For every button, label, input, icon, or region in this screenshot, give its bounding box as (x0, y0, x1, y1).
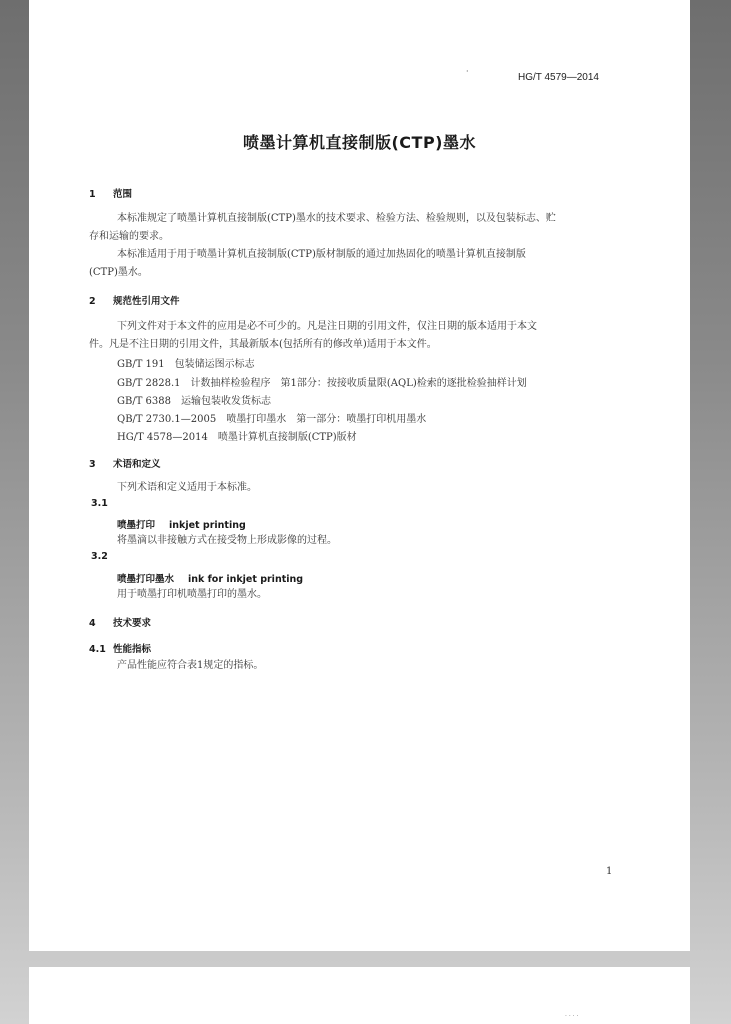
section-2-number: 2 (89, 296, 96, 307)
term-3-2-en: ink for inkjet printing (188, 574, 304, 585)
document-page (29, 0, 690, 951)
header-mark: · (466, 67, 469, 76)
term-3-2-definition: 用于喷墨打印机喷墨打印的墨水。 (117, 589, 267, 600)
term-3-2 (117, 571, 303, 585)
section-4-1-text: 产品性能应符合表1规定的指标。 (117, 660, 264, 671)
term-3-2-number: 3.2 (91, 551, 108, 562)
section-4-1-heading (89, 641, 151, 655)
section-1-para2-line1: 本标准适用于用于喷墨计算机直接制版(CTP)版材制版的通过加热固化的喷墨计算机直接制版 (117, 249, 526, 260)
section-2-para-line2: 件。凡是不注日期的引用文件，其最新版本(包括所有的修改单)适用于本文件。 (89, 339, 437, 350)
section-3-heading (89, 456, 161, 470)
section-2-heading (89, 293, 180, 307)
section-3-number: 3 (89, 459, 96, 470)
section-2-para-line1: 下列文件对于本文件的应用是必不可少的。凡是注日期的引用文件，仅注日期的版本适用于本文 (117, 321, 537, 332)
term-3-1-number: 3.1 (91, 498, 108, 509)
section-1-number: 1 (89, 189, 96, 200)
page-title: 喷墨计算机直接制版(CTP)墨水 (242, 133, 476, 152)
next-page (29, 967, 690, 1024)
reference-item: GB/T 2828.1 计数抽样检验程序 第1部分：按接收质量限(AQL)检索的逐批检验抽样计划 (117, 378, 527, 389)
standard-code: HG/T 4579—2014 (518, 72, 599, 83)
reference-item: GB/T 191 包装储运图示标志 (117, 359, 255, 370)
reference-item: GB/T 6388 运输包装收发货标志 (117, 396, 272, 407)
section-4-title: 技术要求 (113, 618, 152, 629)
section-4-heading (89, 615, 151, 629)
term-3-1 (117, 517, 246, 531)
section-1-para1-line2: 存和运输的要求。 (89, 231, 169, 242)
section-2-title: 规范性引用文件 (113, 296, 180, 307)
section-1-title: 范围 (113, 189, 133, 200)
next-page-mark: · · · · (565, 1013, 579, 1020)
section-3-intro: 下列术语和定义适用于本标准。 (117, 482, 257, 493)
section-1-para2-line2: (CTP)墨水。 (89, 267, 148, 278)
section-3-title: 术语和定义 (113, 459, 161, 470)
reference-item: HG/T 4578—2014 喷墨计算机直接制版(CTP)版材 (117, 432, 357, 443)
term-3-1-definition: 将墨滴以非接触方式在接受物上形成影像的过程。 (117, 535, 337, 546)
reference-item: QB/T 2730.1—2005 喷墨打印墨水 第一部分：喷墨打印机用墨水 (117, 414, 427, 425)
section-4-1-title: 性能指标 (113, 644, 152, 655)
term-3-1-en: inkjet printing (169, 520, 246, 531)
section-4-number: 4 (89, 618, 96, 629)
term-3-2-cn: 喷墨打印墨水 (117, 574, 175, 585)
term-3-1-cn: 喷墨打印 (117, 520, 156, 531)
section-1-heading (89, 186, 132, 200)
section-1-para1-line1: 本标准规定了喷墨计算机直接制版(CTP)墨水的技术要求、检验方法、检验规则，以及包装标志、贮 (117, 213, 556, 224)
section-4-1-number: 4.1 (89, 644, 106, 655)
page-number: 1 (606, 866, 613, 877)
